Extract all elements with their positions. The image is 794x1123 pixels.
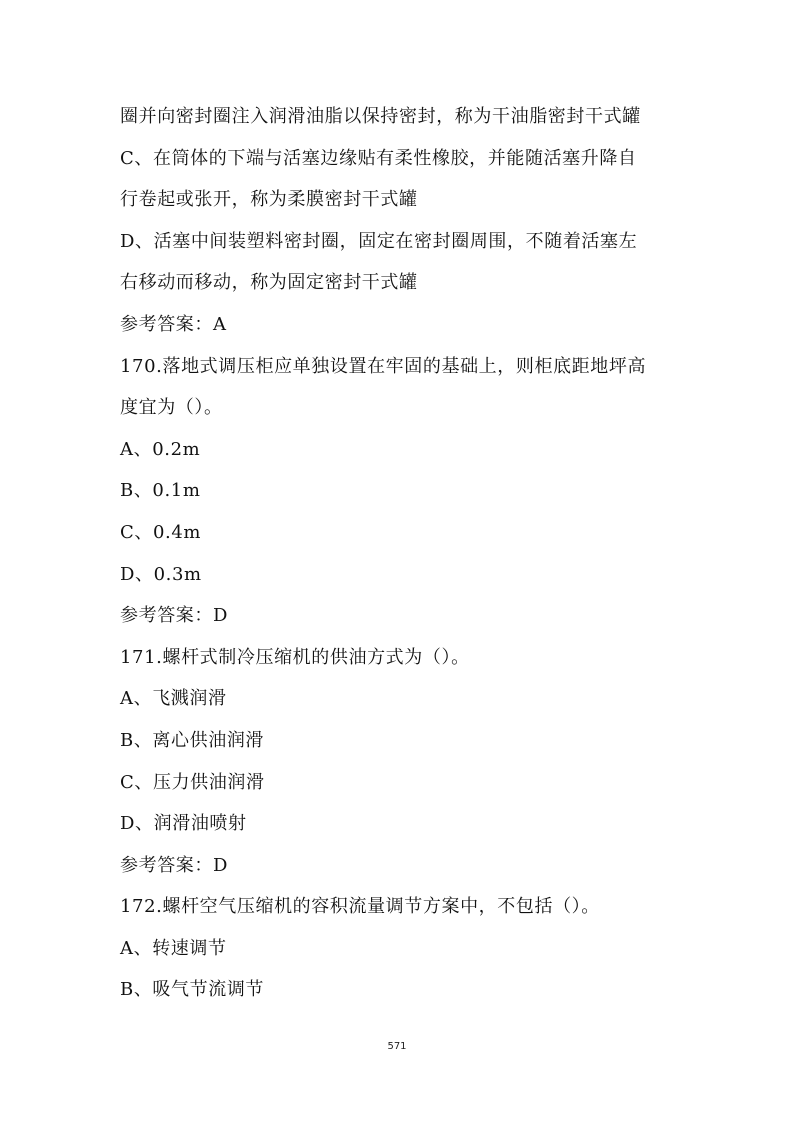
question-171: 171.螺杆式制冷压缩机的供油方式为（）。 — [120, 646, 470, 668]
page-number: 571 — [387, 1041, 407, 1052]
option-a: A、0.2m — [120, 438, 201, 460]
option-b: B、吸气节流调节 — [120, 979, 265, 1001]
option-c: C、0.4m — [120, 521, 202, 543]
question-172: 172.螺杆空气压缩机的容积流量调节方案中，不包括（）。 — [120, 896, 600, 918]
answer-line: 参考答案：D — [120, 605, 229, 627]
answer-line: 参考答案：D — [120, 854, 229, 876]
text-line: 度宜为（）。 — [120, 397, 223, 419]
option-d: D、0.3m — [120, 563, 202, 585]
option-a: A、飞溅润滑 — [120, 688, 227, 710]
text-line: 圈并向密封圈注入润滑油脂以保持密封，称为干油脂密封干式罐 — [120, 106, 641, 127]
option-b: B、离心供油润滑 — [120, 729, 265, 751]
text-line: 右移动而移动，称为固定密封干式罐 — [120, 272, 418, 294]
page-content — [120, 96, 680, 1011]
option-c: C、压力供油润滑 — [120, 771, 265, 793]
option-d: D、润滑油喷射 — [120, 813, 247, 835]
text-line: 行卷起或张开，称为柔膜密封干式罐 — [120, 189, 418, 211]
option-a: A、转速调节 — [120, 937, 227, 959]
option-d: D、活塞中间装塑料密封圈，固定在密封圈周围，不随着活塞左 — [120, 230, 638, 252]
option-c: C、在筒体的下端与活塞边缘贴有柔性橡胶，并能随活塞升降自 — [120, 147, 637, 169]
option-b: B、0.1m — [120, 480, 201, 502]
question-170: 170.落地式调压柜应单独设置在牢固的基础上，则柜底距地坪高 — [120, 355, 647, 377]
answer-line: 参考答案：A — [120, 313, 227, 335]
